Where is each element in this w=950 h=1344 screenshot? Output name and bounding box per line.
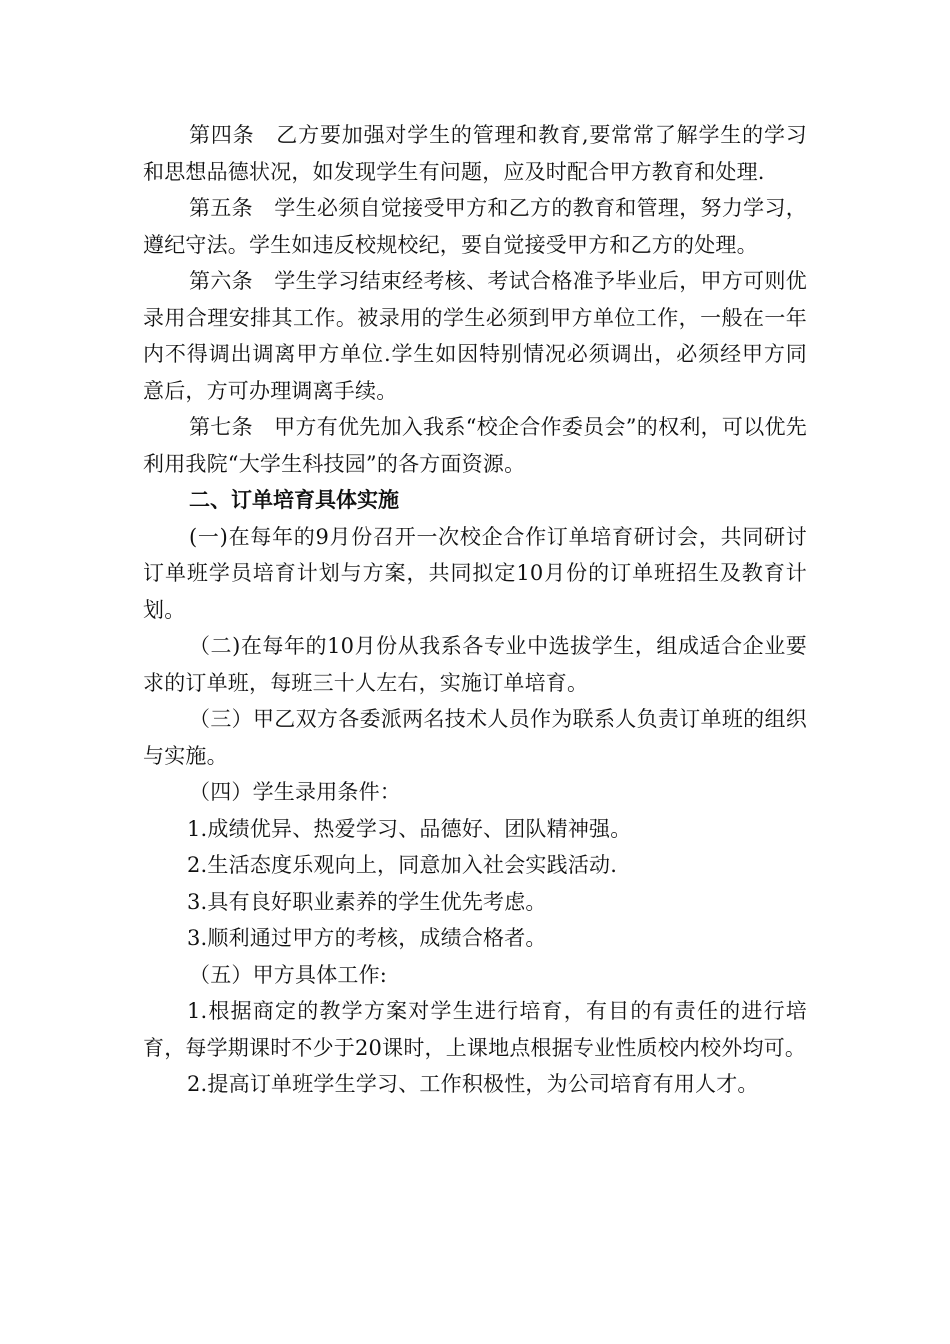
document-body — [143, 117, 807, 1103]
item-3-paragraph: （三）甲乙双方各委派两名技术人员作为联系人负责订单班的组织与实施。 — [143, 707, 807, 768]
article-7-paragraph: 第七条 甲方有优先加入我系“校企合作委员会”的权利，可以优先利用我院“大学生科技园”的各方面资源。 — [143, 415, 807, 476]
article-4-paragraph: 第四条 乙方要加强对学生的管理和教育,要常常了解学生的学习和思想品德状况，如发现学生有问题，应及时配合甲方教育和处理. — [143, 123, 807, 184]
condition-3: 3.具有良好职业素养的学生优先考虑。 — [187, 889, 547, 914]
condition-4: 3.顺利通过甲方的考核，成绩合格者。 — [187, 926, 547, 950]
duty-1: 1.根据商定的教学方案对学生进行培育，有目的有责任的进行培育，每学期课时不少于20课时，上课地点根据专业性质校内校外均可。 — [143, 999, 807, 1060]
item-4-heading: （四）学生录用条件： — [189, 780, 401, 804]
condition-1: 1.成绩优异、热爱学习、品德好、团队精神强。 — [187, 816, 632, 841]
article-6-paragraph: 第六条 学生学习结束经考核、考试合格准予毕业后，甲方可则优录用合理安排其工作。被录用的学生必须到甲方单位工作，一般在一年内不得调出调离甲方单位.学生如因特别情况必须调出，必须经甲方同意后，方可办理调离手续。 — [143, 269, 807, 403]
condition-2: 2.生活态度乐观向上，同意加入社会实践活动. — [187, 853, 618, 877]
duty-2: 2.提高订单班学生学习、工作积极性，为公司培育有用人才。 — [187, 1072, 759, 1096]
article-5-paragraph: 第五条 学生必须自觉接受甲方和乙方的教育和管理，努力学习，遵纪守法。学生如违反校规校纪，要自觉接受甲方和乙方的处理。 — [143, 196, 807, 257]
item-5-heading: （五）甲方具体工作: — [189, 962, 388, 987]
item-2-paragraph: （二)在每年的10月份从我系各专业中选拔学生，组成适合企业要求的订单班，每班三十人左右，实施订单培育。 — [143, 634, 807, 695]
item-1-paragraph: (一)在每年的9月份召开一次校企合作订单培育研讨会，共同研讨订单班学员培育计划与方案，共同拟定10月份的订单班招生及教育计划。 — [143, 524, 807, 622]
section-heading: 二、订单培育具体实施 — [189, 488, 399, 512]
